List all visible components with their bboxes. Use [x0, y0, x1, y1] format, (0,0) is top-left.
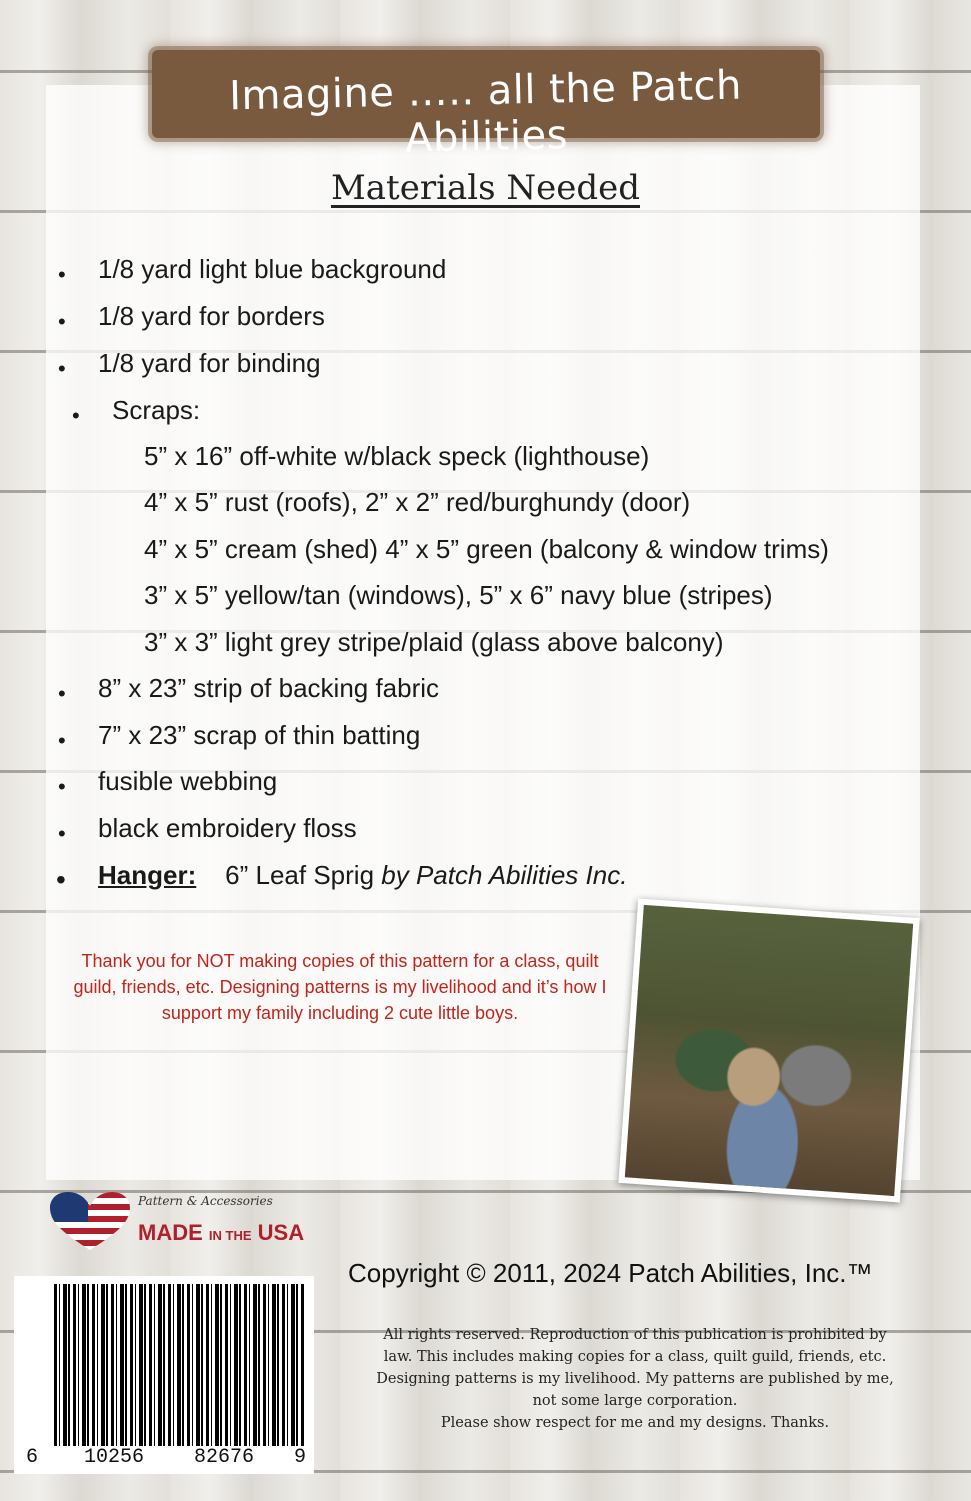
hanger-spacer [203, 860, 217, 890]
usa-made-text [138, 1220, 304, 1246]
banner-title: Imagine ….. all the Patch Abilities [228, 62, 743, 162]
list-bullet: • [58, 356, 66, 381]
thank-you-note: Thank you for NOT making copies of this pattern for a class, quilt guild, friends, etc. Designing patterns is my livelihood and it’s how I support my family including 2 cute little boys. [73, 951, 607, 1023]
usa-subtitle: Pattern & Accessories [138, 1194, 273, 1208]
list-bullet: • [72, 403, 80, 428]
list-bullet: • [58, 681, 66, 706]
list-item-scraps: Scraps: [112, 395, 201, 425]
family-photo [618, 899, 919, 1203]
scrap-item: 3” x 5” yellow/tan (windows), 5” x 6” navy blue (stripes) [144, 580, 773, 610]
photo-image [625, 905, 913, 1196]
hanger-item [98, 860, 627, 891]
list-item: 1/8 yard for binding [98, 348, 321, 378]
barcode-bars [54, 1284, 306, 1446]
usa-usa: USA [257, 1220, 305, 1245]
list-item: 1/8 yard light blue background [98, 254, 447, 284]
list-bullet: • [58, 821, 66, 846]
list-bullet: • [58, 309, 66, 334]
rights-line: Please show respect for me and my designs. Thanks. [440, 1415, 830, 1431]
list-bullet: • [58, 774, 66, 799]
rights-notice [320, 1324, 950, 1434]
list-item: black embroidery floss [98, 813, 357, 843]
list-item: 7” x 23” scrap of thin batting [98, 720, 421, 750]
hanger-name: 6” Leaf Sprig [225, 860, 375, 890]
scrap-item: 5” x 16” off-white w/black speck (lighthouse) [144, 441, 650, 471]
rights-line: All rights reserved. Reproduction of this publication is prohibited by [383, 1327, 887, 1343]
usa-made: MADE [138, 1220, 203, 1245]
list-bullet: • [58, 262, 66, 287]
list-bullet: • [58, 728, 66, 753]
usa-flag-heart-icon [48, 1192, 132, 1252]
rights-line: Designing patterns is my livelihood. My patterns are published by me, [376, 1371, 894, 1387]
list-bullet: • [56, 864, 66, 895]
barcode-group-2: 82676 [194, 1446, 255, 1469]
barcode [14, 1276, 314, 1474]
list-item: fusible webbing [98, 766, 278, 796]
list-item: 1/8 yard for borders [98, 301, 325, 331]
hanger-maker: by Patch Abilities Inc. [381, 860, 628, 890]
barcode-digit-last: 9 [294, 1446, 307, 1469]
list-item: 8” x 23” strip of backing fabric [98, 673, 440, 703]
hanger-label: Hanger: [98, 860, 197, 890]
scrap-item: 3” x 3” light grey stripe/plaid (glass above balcony) [144, 627, 724, 657]
rights-line: not some large corporation. [532, 1393, 738, 1409]
scrap-item: 4” x 5” rust (roofs), 2” x 2” red/burghundy (door) [144, 487, 691, 517]
scrap-item: 4” x 5” cream (shed) 4” x 5” green (balcony & window trims) [144, 534, 829, 564]
title-banner [152, 50, 820, 162]
section-title: Materials Needed [330, 168, 641, 208]
barcode-group-1: 10256 [84, 1446, 145, 1469]
rights-line: law. This includes making copies for a class, quilt guild, friends, etc. [383, 1349, 887, 1365]
made-in-usa-badge [48, 1192, 318, 1254]
usa-in-the: IN THE [208, 1228, 252, 1243]
barcode-digit-first: 6 [26, 1446, 39, 1469]
copyright-notice: Copyright © 2011, 2024 Patch Abilities, Inc.™ [348, 1258, 873, 1288]
